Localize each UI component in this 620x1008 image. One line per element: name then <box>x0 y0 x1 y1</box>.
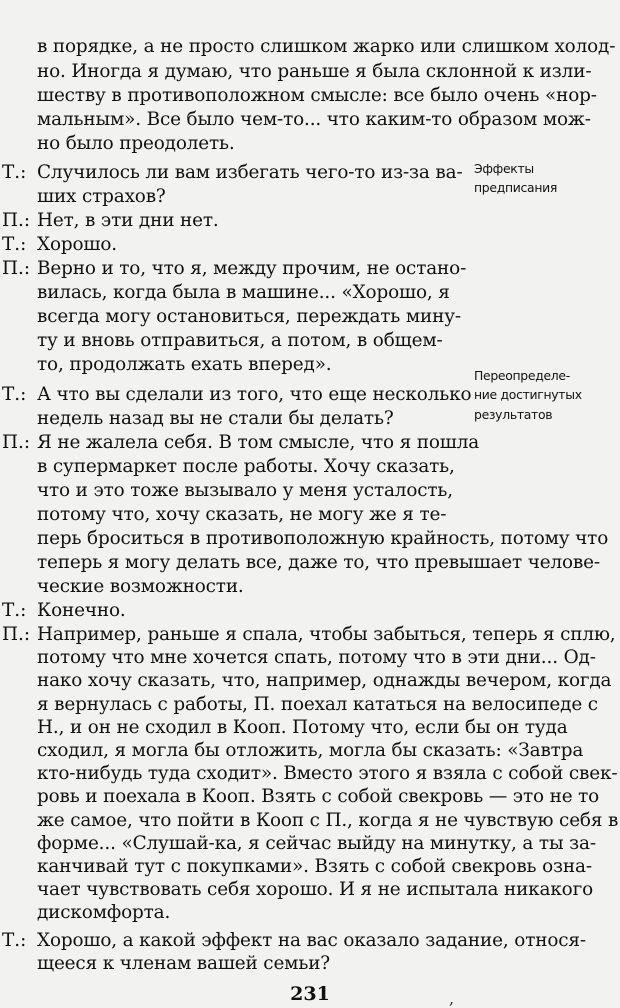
text-line: щееся к членам вашей семьи? <box>37 952 331 974</box>
speaker-label: П.: <box>2 258 31 279</box>
speaker-label: Т.: <box>2 929 27 951</box>
text-line: Нет, в эти дни нет. <box>37 210 219 231</box>
text-line: Например, раньше я спала, чтобы забыться, теперь я сплю, <box>37 624 616 645</box>
text-line: дискомфорта. <box>37 902 171 924</box>
text-line: всегда могу остановиться, переждать мину- <box>37 306 461 327</box>
text-line: Н., и он не сходил в Кооп. Потому что, если бы он туда <box>37 716 568 738</box>
text-line: Хорошо. <box>37 234 117 255</box>
speaker-label: Т.: <box>2 162 27 183</box>
text-line: ших страхов? <box>37 186 166 207</box>
text-line: шеству в противоположном смысле: все было очень «нор- <box>37 85 597 106</box>
text-line: ческие возможности. <box>37 576 244 597</box>
text-line: то, продолжать ехать вперед». <box>37 354 332 375</box>
text-line: же самое, что пойти в Кооп с П., когда я не чувствую себя в <box>37 809 619 831</box>
text-line: теперь я могу делать все, даже то, что превышает челове- <box>37 552 600 573</box>
text-line: недель назад вы не стали бы делать? <box>37 408 394 429</box>
text-line: канчивай тут с покупками». Взять с собой свекровь озна- <box>37 856 592 877</box>
text-line: Конечно. <box>37 600 126 621</box>
text-line: потому что, хочу сказать, не могу же я те- <box>37 504 447 525</box>
margin-note: предписания <box>474 180 558 195</box>
text-line: кто-нибудь туда сходит». Вместо этого я взяла с собой свек- <box>37 763 618 785</box>
speaker-label: П.: <box>2 624 31 645</box>
margin-note: результатов <box>474 407 553 422</box>
text-line: перь броситься в противоположную крайность, потому что <box>37 528 609 549</box>
text-line: в порядке, а не просто слишком жарко или слишком холод- <box>37 36 616 57</box>
text-line: нако хочу сказать, что, например, однажды вечером, когда <box>37 670 612 692</box>
text-line: но. Иногда я думаю, что раньше я была склонной к изли- <box>37 61 592 82</box>
text-line: чает чувствовать себя хорошо. И я не испытала никакого <box>37 879 594 901</box>
text-line: Верно и то, что я, между прочим, не остано- <box>37 258 467 279</box>
text-line: но было преодолеть. <box>37 133 235 154</box>
speaker-label: Т.: <box>2 384 27 405</box>
speaker-label: П.: <box>2 210 31 231</box>
text-line: форме... «Слушай-ка, я сейчас выйду на минутку, а ты за- <box>37 832 596 854</box>
text-line: я вернулась с работы, П. поехал кататься на велосипеде с <box>37 693 598 715</box>
text-line: мальным». Все было чем-то... что каким-то образом мож- <box>37 109 591 130</box>
text-line: в супермаркет после работы. Хочу сказать, <box>37 456 455 477</box>
margin-note: Переопределе- <box>474 368 570 383</box>
margin-note: Эффекты <box>474 161 534 176</box>
text-line: Хорошо, а какой эффект на вас оказало задание, относя- <box>37 929 586 951</box>
text-line: А что вы сделали из того, что еще несколько <box>37 384 472 405</box>
text-line: вилась, когда была в машине... «Хорошо, я <box>37 282 450 303</box>
speaker-label: Т.: <box>2 600 27 621</box>
text-line: Я не жалела себя. В том смысле, что я пошла <box>37 432 480 453</box>
text-line: ровь и поехала в Кооп. Взять с собой свекровь — это не то <box>37 786 600 808</box>
text-line: потому что мне хочется спать, потому что в эти дни... Од- <box>37 647 596 669</box>
text-line: что и это тоже вызывало у меня усталость, <box>37 480 453 501</box>
text-line: сходил, я могла бы отложить, могла бы сказать: «Завтра <box>37 740 584 761</box>
speaker-label: П.: <box>2 432 31 453</box>
page-number: 231 <box>290 982 330 1005</box>
speaker-label: Т.: <box>2 234 27 255</box>
text-line: Случилось ли вам избегать чего-то из-за ва- <box>37 162 463 183</box>
stray-mark: , <box>449 988 455 1008</box>
margin-note: ние достигнутых <box>474 387 582 402</box>
text-line: ту и вновь отправиться, а потом, в общем- <box>37 330 443 351</box>
